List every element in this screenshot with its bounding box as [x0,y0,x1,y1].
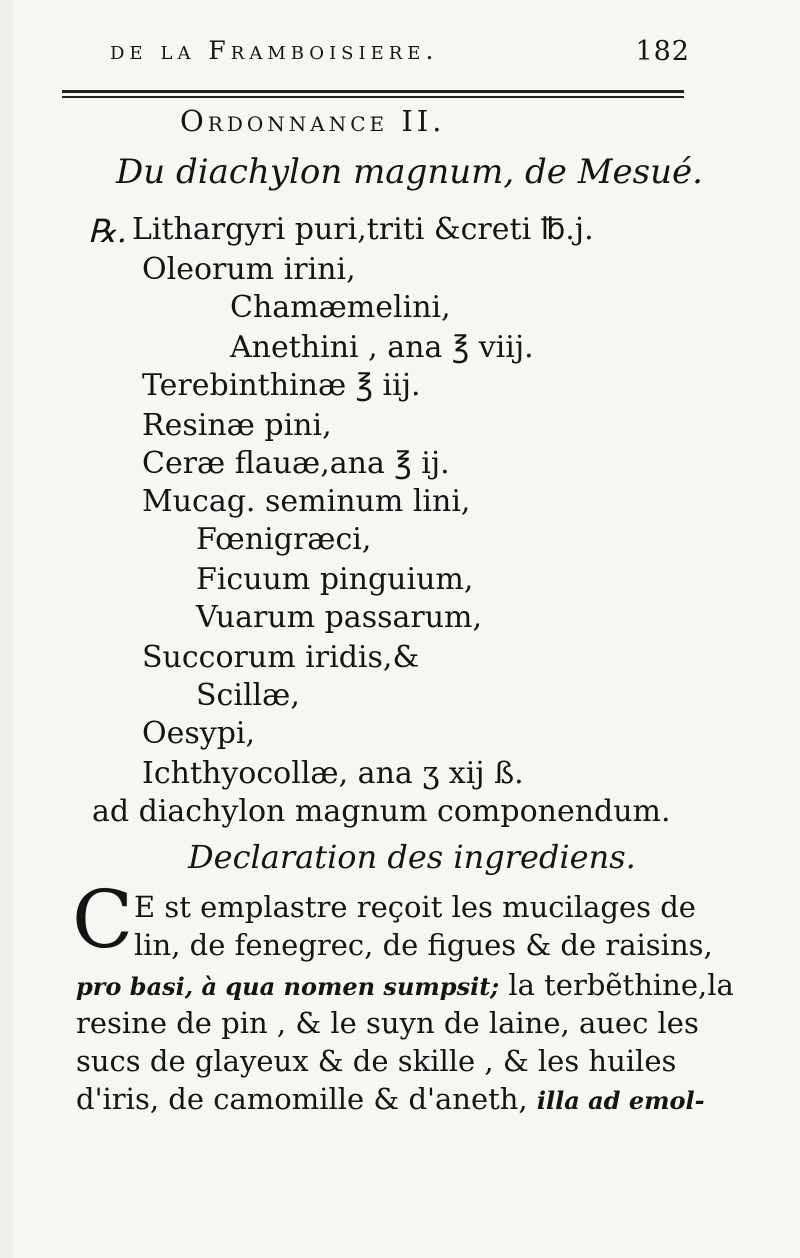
paragraph-line [76,968,734,1002]
recipe-line: Terebinthinæ ℥ iij. [142,368,421,403]
recipe-line: Oesypi, [142,716,256,751]
running-head [100,36,690,76]
recipe-line: Ichthyocollæ, ana ʒ xij ß. [142,756,524,791]
section-label: Ordonnance II. [180,104,446,138]
latin-phrase: pro basi, à qua nomen sumpsit; [76,972,500,1001]
recipe-line: Oleorum irini, [142,252,356,287]
recipe-line: ad diachylon magnum componendum. [92,794,671,829]
drop-capital: C [72,873,134,966]
recipe-symbol: ℞. [88,212,127,250]
recipe-line: Mucag. seminum lini, [142,484,471,519]
recipe-line: Fœnigræci, [196,522,372,557]
recipe-line: Lithargyri puri,triti &creti ℔.j. [132,212,594,247]
recipe-line: Scillæ, [196,678,300,713]
paragraph-text: d'iris, de camomille & d'aneth, [76,1082,537,1116]
page-edge [0,0,14,1258]
recipe-line: Anethini , ana ℥ viij. [230,330,534,365]
recipe-line: Chamæmelini, [230,290,451,325]
header-rule-thin [62,96,684,98]
header-rule [62,90,684,93]
recipe-line: Vuarum passarum, [196,600,483,635]
recipe-line: Resinæ pini, [142,408,332,443]
paragraph-line: sucs de glayeux & de skille , & les huiles [76,1044,677,1078]
recipe-line: Succorum iridis,& [142,640,420,675]
section-subheading: Declaration des ingrediens. [188,838,636,876]
running-head-title: de la Framboisiere. [110,36,439,65]
paragraph-line [76,1082,705,1116]
latin-phrase: illa ad emol- [536,1086,705,1115]
recipe-line: Ceræ flauæ,ana ℥ ij. [142,446,450,481]
paragraph-text: la terbẽthine,la [499,968,734,1002]
page-number: 182 [635,36,690,67]
paragraph-line: E st emplastre reçoit les mucilages de [134,890,696,924]
paragraph-line: resine de pin , & le suyn de laine, auec les [76,1006,699,1040]
paragraph-line: lin, de fenegrec, de figues & de raisins, [134,928,713,962]
recipe-title: Du diachylon magnum, de Mesué. [116,152,703,192]
recipe-line: Ficuum pinguium, [196,562,474,597]
